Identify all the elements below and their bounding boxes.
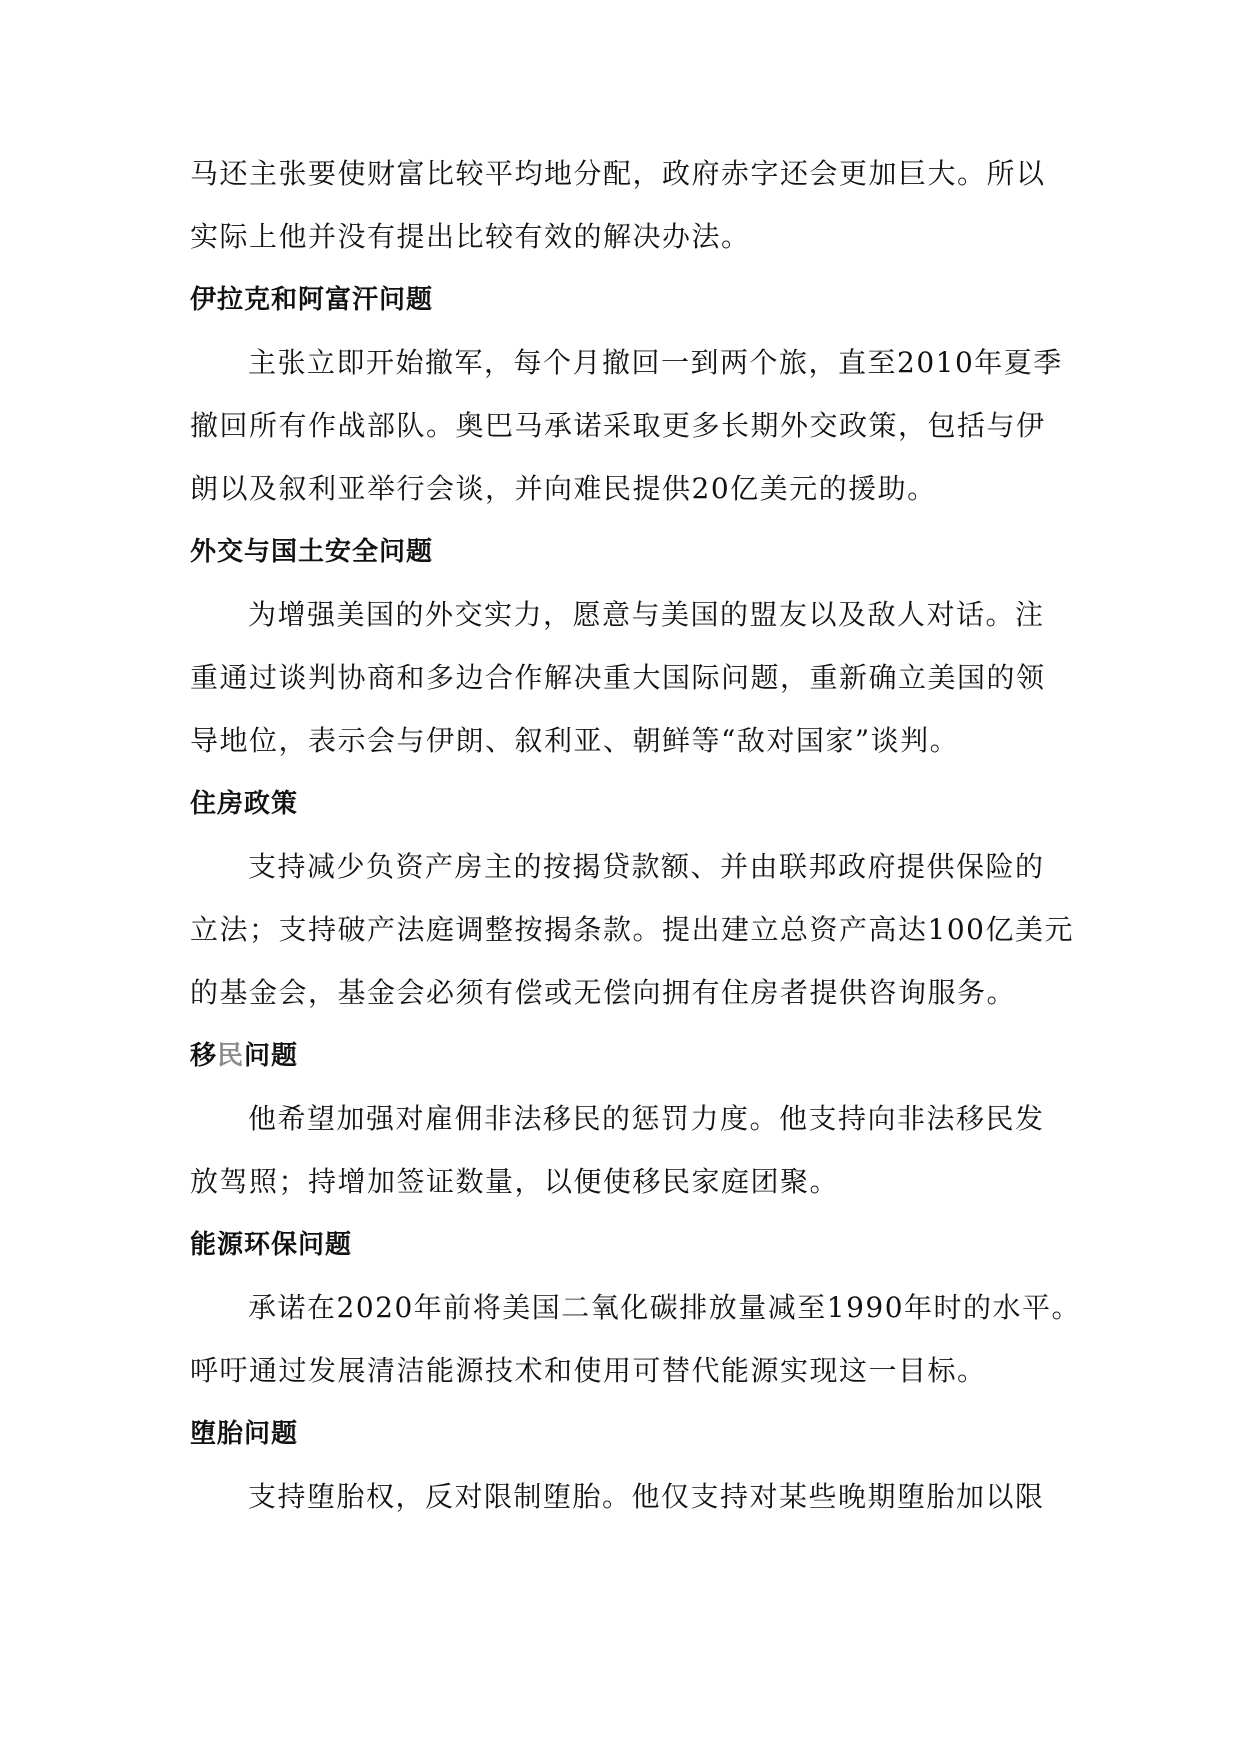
section-heading-immigration xyxy=(190,1036,1060,1076)
paragraph-line: 主张立即开始撤军，每个月撤回一到两个旅，直至2010年夏季 xyxy=(248,346,1063,379)
section-heading-diplomacy: 外交与国土安全问题 xyxy=(190,537,434,567)
paragraph-line: 支持减少负资产房主的按揭贷款额、并由联邦政府提供保险的 xyxy=(248,850,1045,883)
paragraph-line: 实际上他并没有提出比较有效的解决办法。 xyxy=(190,220,751,253)
paragraph-line: 重通过谈判协商和多边合作解决重大国际问题，重新确立美国的领 xyxy=(190,661,1046,694)
paragraph-line: 呼吁通过发展清洁能源技术和使用可替代能源实现这一目标。 xyxy=(190,1354,987,1387)
paragraph-line: 支持堕胎权，反对限制堕胎。他仅支持对某些晚期堕胎加以限 xyxy=(248,1480,1045,1513)
section-heading-abortion: 堕胎问题 xyxy=(190,1419,299,1449)
paragraph-line: 撤回所有作战部队。奥巴马承诺采取更多长期外交政策，包括与伊 xyxy=(190,409,1046,442)
paragraph-line: 朗以及叙利亚举行会谈，并向难民提供20亿美元的援助。 xyxy=(190,472,937,505)
section-heading-energy: 能源环保问题 xyxy=(190,1230,353,1260)
paragraph-line: 放驾照；持增加签证数量，以便使移民家庭团聚。 xyxy=(190,1165,840,1198)
paragraph-line: 他希望加强对雇佣非法移民的惩罚力度。他支持向非法移民发 xyxy=(248,1102,1045,1135)
paragraph-line: 为增强美国的外交实力，愿意与美国的盟友以及敌人对话。注 xyxy=(248,598,1045,631)
heading-part: 移 xyxy=(190,1041,218,1071)
heading-part: 问题 xyxy=(244,1041,299,1071)
document-body xyxy=(190,154,1082,1540)
paragraph-line: 导地位，表示会与伊朗、叙利亚、朝鲜等“敌对国家”谈判。 xyxy=(190,724,960,757)
section-heading-iraq: 伊拉克和阿富汗问题 xyxy=(190,285,434,315)
paragraph-line: 的基金会，基金会必须有偿或无偿向拥有住房者提供咨询服务。 xyxy=(190,976,1017,1009)
paragraph-line: 马还主张要使财富比较平均地分配，政府赤字还会更加巨大。所以 xyxy=(190,157,1046,190)
paragraph-line: 承诺在2020年前将美国二氧化碳排放量减至1990年时的水平。 xyxy=(248,1291,1082,1324)
paragraph-line: 立法；支持破产法庭调整按揭条款。提出建立总资产高达100亿美元 xyxy=(190,913,1074,946)
heading-part-grey: 民 xyxy=(217,1041,245,1071)
section-heading-housing: 住房政策 xyxy=(190,789,299,819)
